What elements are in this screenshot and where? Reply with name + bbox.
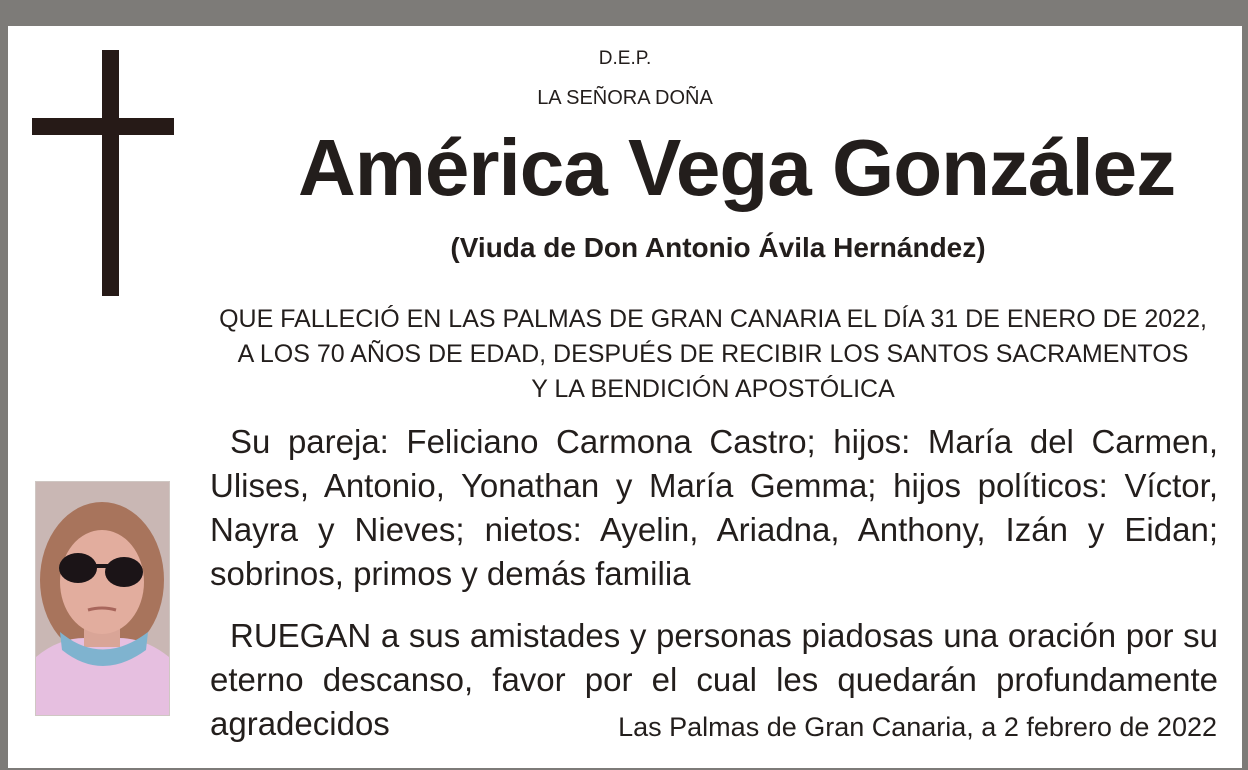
title-line: LA SEÑORA DOÑA [537, 87, 713, 109]
portrait-photo [35, 481, 170, 716]
deceased-name: América Vega González [298, 123, 1176, 212]
announcement [208, 302, 1218, 407]
dep-heading: D.E.P. [598, 48, 652, 69]
announcement-line: QUE FALLECIÓ EN LAS PALMAS DE GRAN CANARIA EL DÍA 31 DE ENERO DE 2022, [219, 305, 1207, 333]
widow-of-line: (Viuda de Don Antonio Ávila Hernández) [450, 232, 986, 263]
cross-icon-bar [32, 118, 174, 135]
announcement-line: A LOS 70 AÑOS DE EDAD, DESPUÉS DE RECIBIR LOS SANTOS SACRAMENTOS [237, 340, 1189, 368]
family-paragraph: Su pareja: Feliciano Carmona Castro; hijos: María del Carmen, Ulises, Antonio, Yonathan y María Gemma; hijos políticos: Víctor, Nayra y Nieves; nietos: Ayelin, Ariadna, Anthony, Izán y Eidan; sobrinos, primos y demás familia [210, 423, 1218, 592]
obituary-notice [8, 26, 1242, 768]
announcement-line: Y LA BENDICIÓN APOSTÓLICA [531, 375, 895, 403]
request-paragraph: RUEGAN a sus amistades y personas piadosas una oración por su eterno descanso, favor por el cual les quedarán profundamente agradecidos [210, 617, 1218, 742]
place-date: Las Palmas de Gran Canaria, a 2 febrero de 2022 [618, 712, 1217, 742]
